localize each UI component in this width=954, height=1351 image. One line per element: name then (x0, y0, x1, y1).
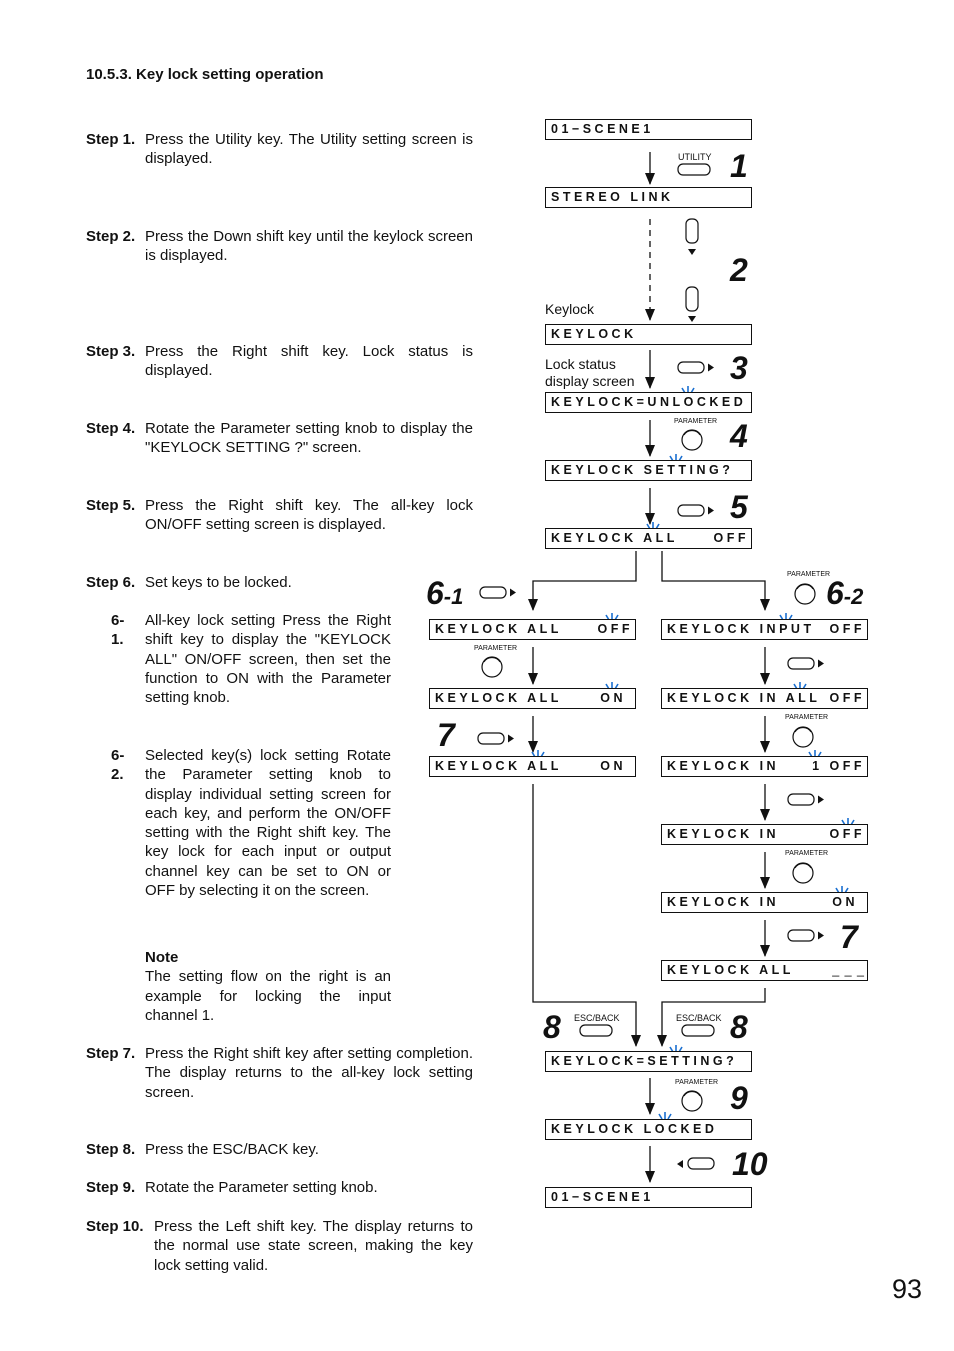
page-number: 93 (891, 1274, 922, 1304)
parameter-knob-icon (682, 1091, 702, 1111)
parameter-label: PARAMETER (785, 850, 829, 857)
parameter-label: PARAMETER (474, 645, 518, 652)
step-label: Step 6. (86, 574, 136, 591)
flow-step-number: 1 (730, 148, 748, 184)
step-label: Step 7. (86, 1045, 136, 1062)
flow-step-number: 9 (730, 1080, 748, 1116)
right-key-icon (788, 930, 824, 941)
parameter-label: PARAMETER (785, 714, 829, 721)
flow-step-number: 7 (437, 717, 455, 753)
flow-step-suffix: -2 (843, 584, 864, 609)
lcd-screen: KEYLOCK SETTING? (545, 460, 752, 481)
step-text: Press the Right shift key. The all-key lock ON/OFF setting screen is displayed. (145, 497, 473, 534)
lcd-screen (429, 619, 636, 640)
lock-status-caption: Lock status display screen (545, 356, 635, 389)
flow-step-number: 10 (732, 1146, 768, 1182)
lcd-left-text: KEYLOCK ALL (435, 759, 562, 773)
lcd-screen (661, 688, 868, 709)
step-label: Step 9. (86, 1179, 136, 1196)
utility-key-label: UTILITY (678, 152, 712, 162)
lcd-right-text: OFF (597, 622, 633, 636)
parameter-label: PARAMETER (787, 571, 831, 578)
lcd-screen: 01−SCENE1 (545, 1187, 752, 1208)
flow-step-suffix: -1 (443, 584, 464, 609)
esc-back-label: ESC/BACK (574, 1013, 620, 1023)
flow-step-number: 2 (730, 252, 748, 288)
down-key-icon (686, 219, 698, 243)
lcd-left-text: KEYLOCK ALL (435, 622, 562, 636)
esc-back-key-icon (682, 1025, 714, 1036)
substep-label: 6-1. (111, 612, 125, 649)
parameter-label: PARAMETER (674, 418, 718, 425)
step-label: Step 8. (86, 1141, 136, 1158)
lcd-screen: 01−SCENE1 (545, 119, 752, 140)
parameter-knob-icon (793, 863, 813, 883)
step-label: Step 3. (86, 343, 136, 360)
lcd-right-text: 1 OFF (812, 759, 865, 773)
step-label: Step 1. (86, 131, 136, 148)
note-text: The setting flow on the right is an example for locking the input channel 1. (145, 968, 391, 1024)
substep-label: 6-2. (111, 747, 125, 784)
lcd-screen (661, 960, 868, 981)
step-text: Set keys to be locked. (145, 574, 292, 591)
lcd-left-text: KEYLOCK IN (667, 827, 780, 841)
lcd-screen (429, 756, 636, 777)
flow-step-number: 8 (730, 1009, 748, 1045)
right-key-icon (788, 794, 824, 805)
right-key-icon (678, 362, 714, 373)
substep-text: All-key lock setting Press the Right shift key to display the "KEYLOCK ALL" ON/OFF screen, then set the function to ON with the Parameter setting knob. (145, 612, 391, 707)
lcd-screen: KEYLOCK (545, 324, 752, 345)
lcd-right-text: OFF (713, 531, 749, 545)
flow-step-number-6-2 (826, 577, 863, 613)
section-heading: 10.5.3. Key lock setting operation (86, 66, 324, 83)
lcd-right-text: OFF (829, 622, 865, 636)
right-key-icon (480, 587, 516, 598)
step-text: Rotate the Parameter setting knob. (145, 1179, 378, 1196)
flow-step-number: 8 (543, 1009, 561, 1045)
parameter-knob-icon (793, 727, 813, 747)
lcd-left-text: KEYLOCK IN (667, 895, 780, 909)
keylock-caption: Keylock (545, 301, 595, 317)
step-label: Step 10. (86, 1218, 144, 1235)
lcd-left-text: KEYLOCK IN ALL (667, 691, 821, 705)
lcd-right-text: ON (600, 759, 626, 773)
parameter-knob-icon (482, 657, 502, 677)
flow-step-number: 7 (840, 919, 858, 955)
step-text: Press the Right shift key. Lock status is displayed. (145, 343, 473, 380)
lcd-screen: KEYLOCK=SETTING? (545, 1051, 752, 1072)
flow-step-number: 4 (730, 418, 748, 454)
lcd-screen (661, 892, 868, 913)
utility-key-icon (678, 164, 710, 175)
parameter-knob-icon (795, 584, 815, 604)
flow-step-digit: 6 (426, 575, 444, 611)
lcd-left-text: KEYLOCK ALL (551, 531, 678, 545)
parameter-knob-icon (682, 430, 702, 450)
lcd-screen: KEYLOCK LOCKED (545, 1119, 752, 1140)
lcd-screen: KEYLOCK=UNLOCKED (545, 392, 752, 413)
lcd-screen (661, 619, 868, 640)
step-text: Press the Left shift key. The display returns to the normal use state screen, making the key lock setting valid. (154, 1218, 473, 1274)
lcd-screen (545, 528, 752, 549)
step-label: Step 4. (86, 420, 136, 437)
down-key-icon (686, 287, 698, 311)
lcd-screen (661, 756, 868, 777)
flow-step-number: 3 (730, 350, 748, 386)
lcd-right-text: ON (600, 691, 626, 705)
step-text: Press the Down shift key until the keylock screen is displayed. (145, 228, 473, 265)
esc-back-key-icon (580, 1025, 612, 1036)
lcd-left-text: KEYLOCK INPUT (667, 622, 815, 636)
flow-step-number-6-1 (426, 577, 463, 613)
step-text: Press the Utility key. The Utility setting screen is displayed. (145, 131, 473, 168)
lcd-right-text: OFF (829, 691, 865, 705)
lcd-left-text: KEYLOCK IN (667, 759, 780, 773)
lcd-screen (429, 688, 636, 709)
right-key-icon (678, 505, 714, 516)
step-text: Rotate the Parameter setting knob to display the "KEYLOCK SETTING ?" screen. (145, 420, 473, 457)
note-title: Note (145, 949, 179, 966)
esc-back-label: ESC/BACK (676, 1013, 722, 1023)
step-text: Press the ESC/BACK key. (145, 1141, 319, 1158)
right-key-icon (788, 658, 824, 669)
lcd-right-text: _ _ _ (832, 963, 865, 977)
flow-step-digit: 6 (826, 575, 844, 611)
lcd-left-text: KEYLOCK ALL (667, 963, 794, 977)
lcd-right-text: ON (832, 895, 858, 909)
parameter-label: PARAMETER (675, 1079, 719, 1086)
lcd-right-text: OFF (829, 827, 865, 841)
lcd-screen: STEREO LINK (545, 187, 752, 208)
substep-text: Selected key(s) lock setting Rotate the Parameter setting knob to display individual setting screen for each key, and perform the ON/OFF setting with the Right shift key. The key lock for each input or output channel key can be set to ON or OFF by selecting it on the screen. (145, 747, 391, 900)
step-label: Step 5. (86, 497, 136, 514)
step-label: Step 2. (86, 228, 136, 245)
step-text: Press the Right shift key after setting completion. The display returns to the all-key lock setting screen. (145, 1045, 473, 1101)
lcd-left-text: KEYLOCK ALL (435, 691, 562, 705)
right-key-icon (478, 733, 514, 744)
flow-step-number: 5 (730, 489, 748, 525)
lcd-screen (661, 824, 868, 845)
left-key-icon (688, 1158, 714, 1169)
